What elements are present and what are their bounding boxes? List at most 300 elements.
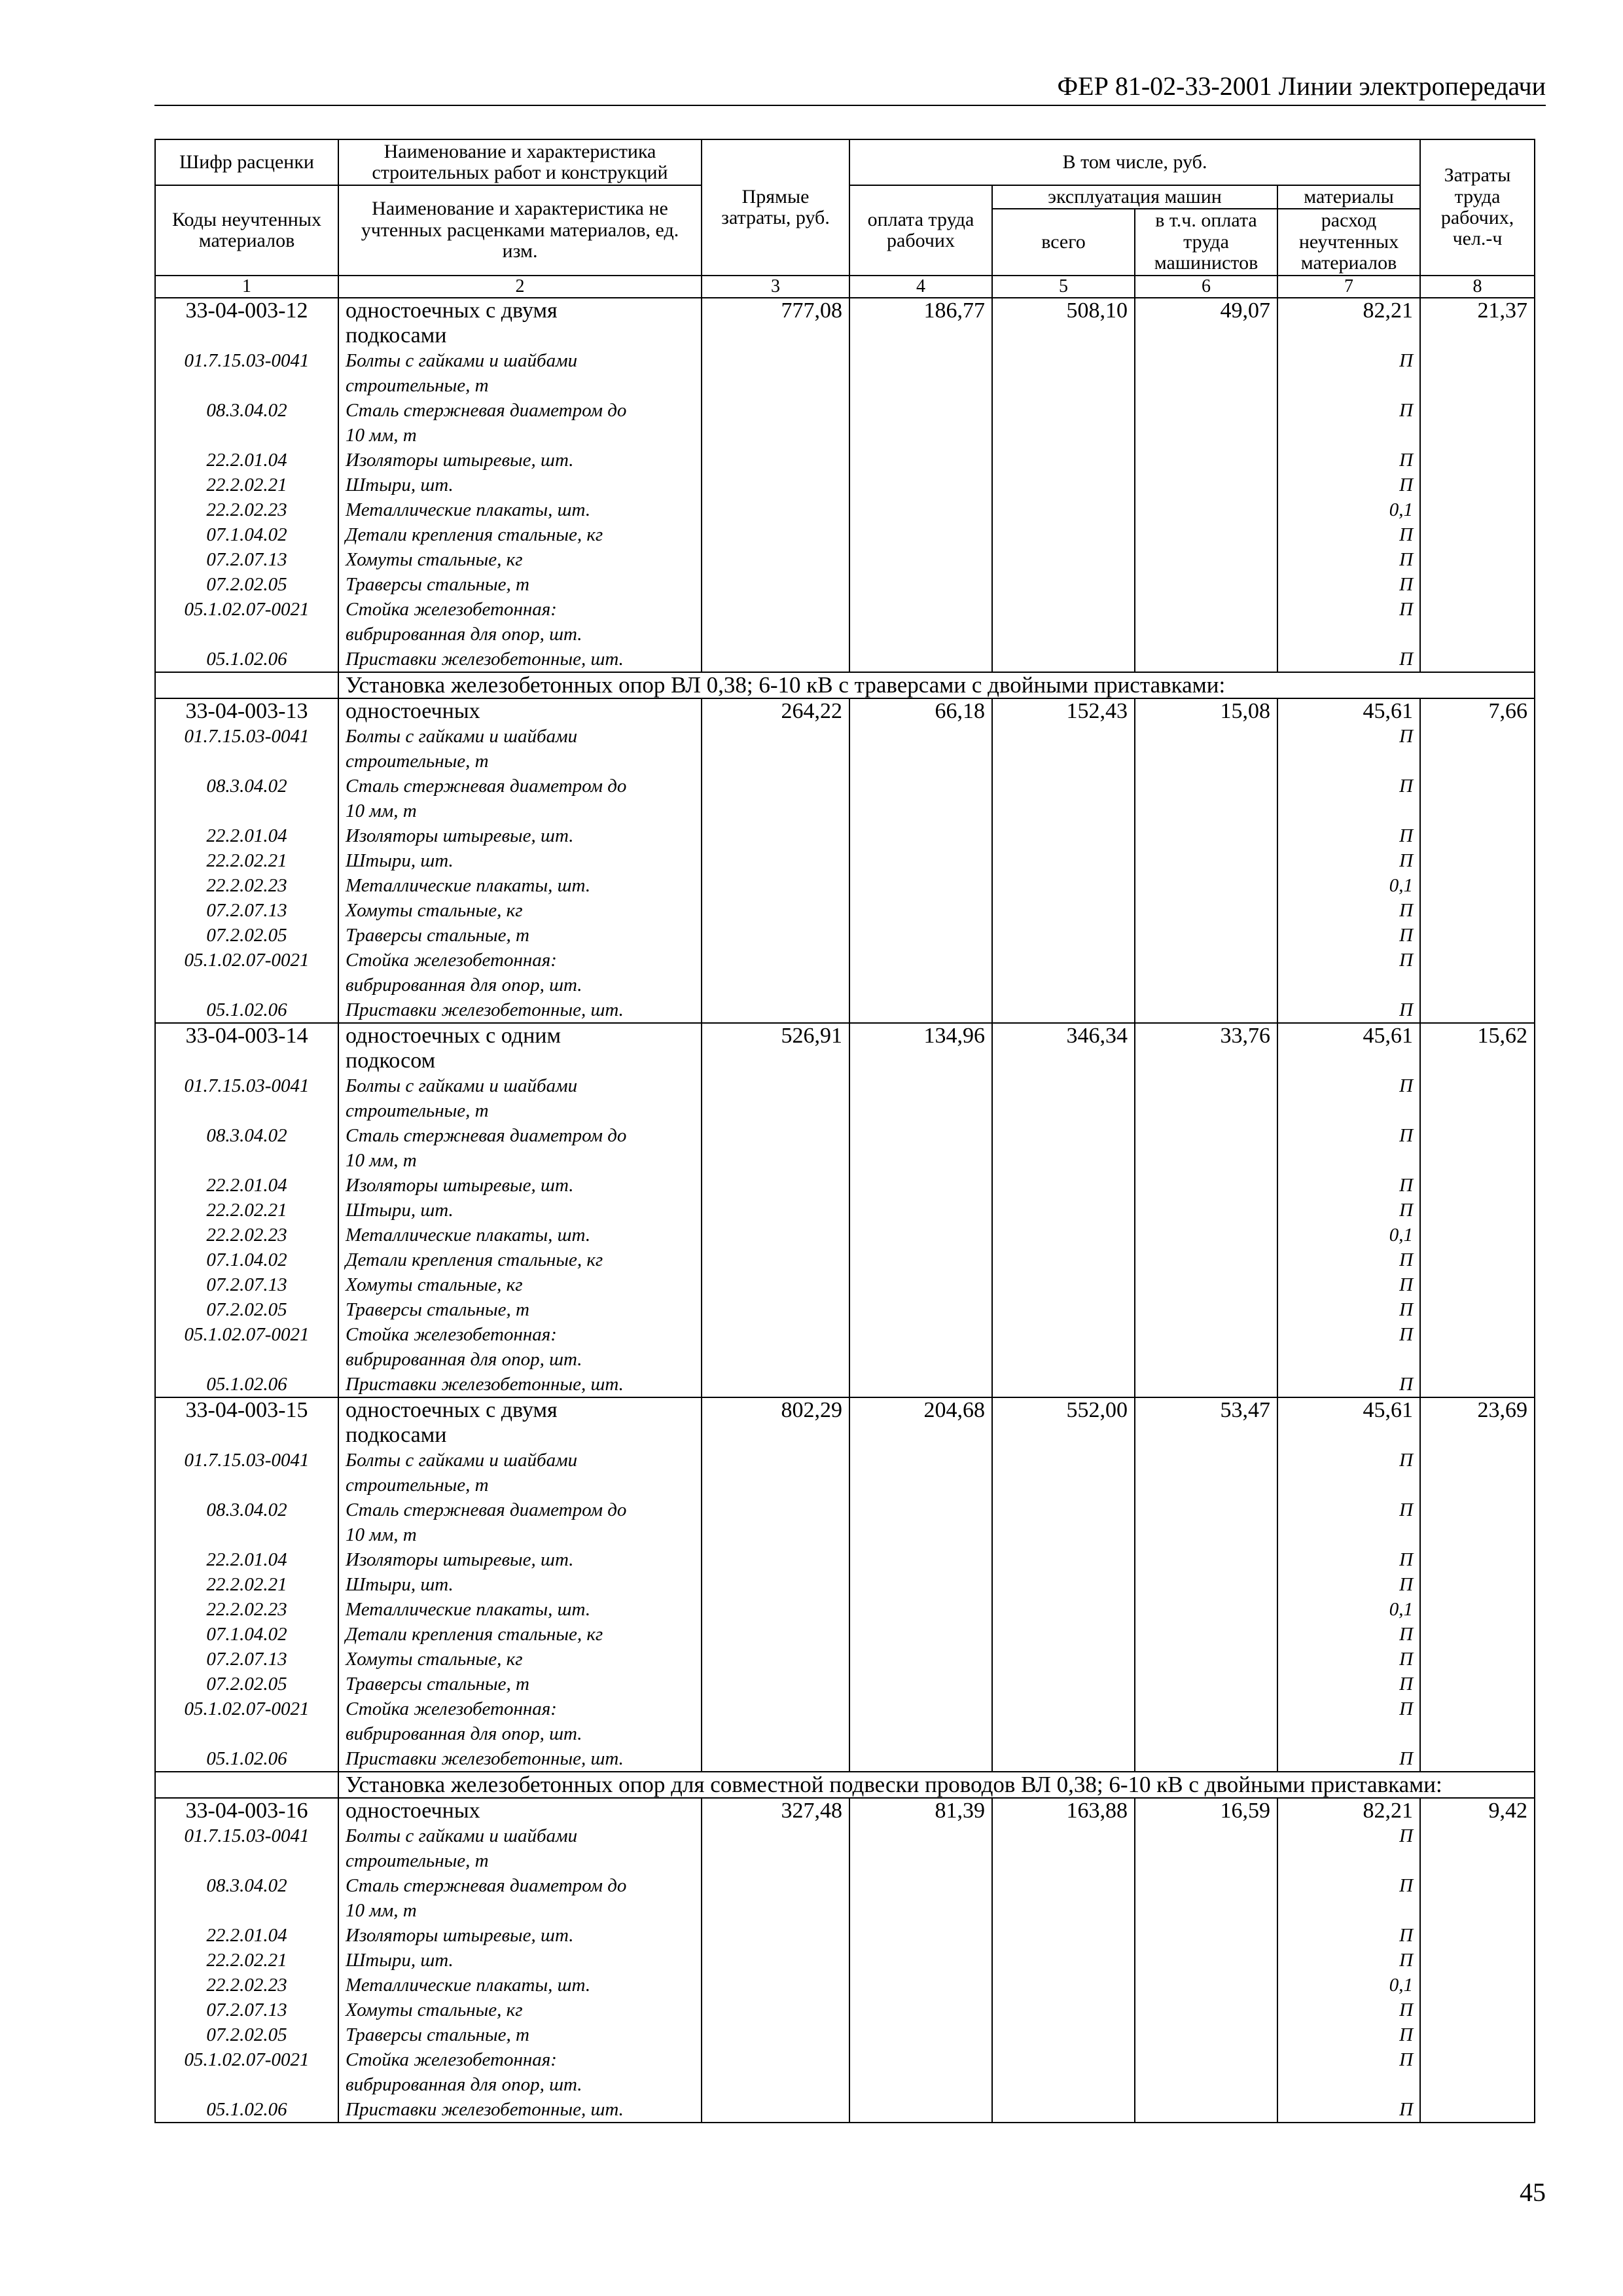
column-number: 6	[1135, 276, 1277, 298]
material-consumption	[1277, 1347, 1420, 1372]
material-code: 07.2.02.05	[155, 2022, 338, 2047]
empty-cell	[849, 398, 992, 423]
header-labor-cost: оплата труда рабочих	[849, 185, 992, 276]
material-code: 22.2.02.21	[155, 1948, 338, 1973]
material-code: 07.2.02.05	[155, 572, 338, 597]
labor-hours-value: 23,69	[1420, 1397, 1535, 1423]
material-row	[155, 774, 1535, 798]
empty-cell	[1277, 323, 1420, 348]
empty-cell	[992, 1297, 1135, 1322]
empty-cell	[1420, 1173, 1535, 1198]
material-code: 22.2.02.23	[155, 1223, 338, 1247]
material-consumption: П	[1277, 823, 1420, 848]
empty-cell	[1135, 597, 1277, 622]
empty-cell	[849, 1123, 992, 1148]
header-material-codes: Коды неучтенных материалов	[155, 185, 338, 276]
empty-cell	[702, 1223, 849, 1247]
empty-cell	[849, 1948, 992, 1973]
empty-cell	[702, 1073, 849, 1098]
empty-cell	[849, 2072, 992, 2097]
empty-cell	[849, 923, 992, 948]
empty-cell	[849, 323, 992, 348]
material-name: Сталь стержневая диаметром до	[338, 398, 702, 423]
empty-cell	[702, 724, 849, 749]
empty-cell	[702, 1823, 849, 1848]
empty-cell	[1420, 497, 1535, 522]
material-row	[155, 473, 1535, 497]
material-code: 22.2.01.04	[155, 1923, 338, 1948]
header-column-numbers	[155, 276, 1535, 298]
empty-cell	[1420, 1347, 1535, 1372]
material-code	[155, 622, 338, 647]
labor-hours-value: 9,42	[1420, 1798, 1535, 1823]
empty-cell	[992, 1522, 1135, 1547]
material-consumption: П	[1277, 1498, 1420, 1522]
rate-name: одностоечных	[338, 1798, 702, 1823]
material-name: строительные, т	[338, 749, 702, 774]
material-name: Хомуты стальные, кг	[338, 898, 702, 923]
empty-cell	[702, 647, 849, 672]
material-code: 22.2.01.04	[155, 823, 338, 848]
material-row	[155, 1547, 1535, 1572]
material-name: Болты с гайками и шайбами	[338, 724, 702, 749]
labor-hours-value: 21,37	[1420, 298, 1535, 323]
empty-cell	[849, 1372, 992, 1397]
empty-cell	[849, 1746, 992, 1772]
material-code: 05.1.02.07-0021	[155, 948, 338, 973]
material-code: 05.1.02.07-0021	[155, 1696, 338, 1721]
material-consumption	[1277, 1848, 1420, 1873]
material-code	[155, 1347, 338, 1372]
empty-cell	[1420, 2022, 1535, 2047]
machines-total-value: 152,43	[992, 698, 1135, 724]
material-name: Хомуты стальные, кг	[338, 547, 702, 572]
empty-cell	[702, 923, 849, 948]
empty-cell	[1135, 1973, 1277, 1998]
material-name: Приставки железобетонные, шт.	[338, 2097, 702, 2123]
empty-cell	[702, 373, 849, 398]
empty-cell	[849, 1272, 992, 1297]
material-name: Штыри, шт.	[338, 1948, 702, 1973]
direct-costs-value: 802,29	[702, 1397, 849, 1423]
empty-cell	[1135, 323, 1277, 348]
material-consumption: П	[1277, 1073, 1420, 1098]
machines-labor-value: 16,59	[1135, 1798, 1277, 1823]
materials-value: 45,61	[1277, 1023, 1420, 1049]
empty-cell	[1420, 572, 1535, 597]
material-code: 22.2.02.23	[155, 1973, 338, 1998]
empty-cell	[849, 1672, 992, 1696]
labor-cost-value: 81,39	[849, 1798, 992, 1823]
empty-cell	[1420, 647, 1535, 672]
empty-cell	[702, 2047, 849, 2072]
empty-cell	[992, 497, 1135, 522]
header-shifr: Шифр расценки	[155, 139, 338, 185]
labor-cost-value: 134,96	[849, 1023, 992, 1049]
empty-cell	[702, 1247, 849, 1272]
empty-cell	[1135, 1873, 1277, 1898]
material-row	[155, 1473, 1535, 1498]
empty-cell	[992, 898, 1135, 923]
empty-cell	[1135, 898, 1277, 923]
header-machines-total: всего	[992, 209, 1135, 276]
empty-cell	[1135, 1572, 1277, 1597]
empty-cell	[1420, 1547, 1535, 1572]
material-code: 05.1.02.06	[155, 997, 338, 1023]
empty-cell	[1135, 1473, 1277, 1498]
material-name: строительные, т	[338, 373, 702, 398]
material-row	[155, 948, 1535, 973]
empty-cell	[849, 1848, 992, 1873]
empty-cell	[1420, 1998, 1535, 2022]
empty-cell	[1420, 997, 1535, 1023]
empty-cell	[1135, 1049, 1277, 1073]
empty-cell	[849, 749, 992, 774]
empty-cell	[1420, 1049, 1535, 1073]
empty-cell	[1420, 2047, 1535, 2072]
empty-cell	[1135, 1948, 1277, 1973]
column-number: 5	[992, 276, 1135, 298]
empty-cell	[1420, 1848, 1535, 1873]
empty-cell	[702, 1372, 849, 1397]
material-name: Изоляторы штыревые, шт.	[338, 823, 702, 848]
material-consumption: П	[1277, 1622, 1420, 1647]
material-row	[155, 1297, 1535, 1322]
rate-name: подкосами	[338, 323, 702, 348]
material-code	[155, 1721, 338, 1746]
material-consumption: П	[1277, 997, 1420, 1023]
material-consumption: П	[1277, 898, 1420, 923]
empty-cell	[1420, 873, 1535, 898]
empty-cell	[1420, 1622, 1535, 1647]
empty-cell	[1420, 473, 1535, 497]
material-code	[155, 423, 338, 448]
material-row	[155, 1898, 1535, 1923]
empty-cell	[1135, 647, 1277, 672]
machines-total-value: 163,88	[992, 1798, 1135, 1823]
material-row	[155, 1198, 1535, 1223]
empty-cell	[1135, 823, 1277, 848]
rate-row	[155, 698, 1535, 724]
material-row	[155, 1223, 1535, 1247]
material-name: Стойка железобетонная:	[338, 597, 702, 622]
empty-cell	[849, 522, 992, 547]
material-code: 22.2.02.21	[155, 1198, 338, 1223]
empty-cell	[1420, 1223, 1535, 1247]
empty-cell	[849, 572, 992, 597]
material-code: 05.1.02.06	[155, 2097, 338, 2123]
material-row	[155, 1948, 1535, 1973]
empty-cell	[1135, 1898, 1277, 1923]
material-code: 22.2.02.21	[155, 848, 338, 873]
empty-cell	[1135, 1998, 1277, 2022]
empty-cell	[992, 348, 1135, 373]
material-row	[155, 1347, 1535, 1372]
material-consumption: П	[1277, 1173, 1420, 1198]
empty-cell	[1135, 547, 1277, 572]
material-row	[155, 724, 1535, 749]
material-row	[155, 1721, 1535, 1746]
empty-cell	[1135, 1148, 1277, 1173]
material-row	[155, 1322, 1535, 1347]
empty-cell	[992, 1123, 1135, 1148]
rate-name: подкосами	[338, 1423, 702, 1448]
empty-cell	[702, 2097, 849, 2123]
material-row	[155, 1448, 1535, 1473]
empty-cell	[1420, 1746, 1535, 1772]
material-code: 07.1.04.02	[155, 522, 338, 547]
empty-cell	[1135, 473, 1277, 497]
empty-cell	[992, 973, 1135, 997]
material-name: Металлические плакаты, шт.	[338, 873, 702, 898]
empty-cell	[1420, 1873, 1535, 1898]
material-consumption	[1277, 2072, 1420, 2097]
material-consumption	[1277, 1148, 1420, 1173]
empty-cell	[1420, 2072, 1535, 2097]
empty-cell	[992, 1498, 1135, 1522]
page-number: 45	[1520, 2178, 1546, 2207]
empty-cell	[849, 448, 992, 473]
material-name: Приставки железобетонные, шт.	[338, 1372, 702, 1397]
material-consumption: П	[1277, 1322, 1420, 1347]
empty-cell	[1135, 1423, 1277, 1448]
empty-cell	[849, 774, 992, 798]
material-consumption: П	[1277, 647, 1420, 672]
empty-cell	[849, 2022, 992, 2047]
empty-cell	[849, 1597, 992, 1622]
material-code: 05.1.02.07-0021	[155, 1322, 338, 1347]
material-row	[155, 1998, 1535, 2022]
empty-cell	[702, 1746, 849, 1772]
material-row	[155, 398, 1535, 423]
empty-cell	[702, 774, 849, 798]
empty-cell	[1135, 1123, 1277, 1148]
material-consumption: П	[1277, 2097, 1420, 2123]
rate-name: одностоечных с двумя	[338, 298, 702, 323]
material-row	[155, 1272, 1535, 1297]
empty-cell	[1420, 774, 1535, 798]
material-row	[155, 1696, 1535, 1721]
material-code: 05.1.02.07-0021	[155, 597, 338, 622]
empty-cell	[992, 1049, 1135, 1073]
material-row	[155, 1848, 1535, 1873]
empty-cell	[1135, 1247, 1277, 1272]
material-row	[155, 1873, 1535, 1898]
empty-cell	[702, 1198, 849, 1223]
labor-cost-value: 186,77	[849, 298, 992, 323]
material-code	[155, 798, 338, 823]
material-code: 01.7.15.03-0041	[155, 1073, 338, 1098]
empty-cell	[1135, 1522, 1277, 1547]
material-row	[155, 423, 1535, 448]
material-name: Траверсы стальные, т	[338, 1297, 702, 1322]
empty-cell	[992, 1721, 1135, 1746]
empty-cell	[849, 798, 992, 823]
column-number: 3	[702, 276, 849, 298]
material-row	[155, 2022, 1535, 2047]
empty-cell	[992, 997, 1135, 1023]
rate-name-continuation-row	[155, 323, 1535, 348]
empty-cell	[1420, 973, 1535, 997]
machines-labor-value: 33,76	[1135, 1023, 1277, 1049]
empty-cell	[849, 1247, 992, 1272]
material-row	[155, 1572, 1535, 1597]
empty-cell	[1420, 1973, 1535, 1998]
empty-cell	[849, 2097, 992, 2123]
machines-labor-value: 49,07	[1135, 298, 1277, 323]
empty-cell	[992, 823, 1135, 848]
empty-cell	[992, 1347, 1135, 1372]
empty-cell	[702, 2022, 849, 2047]
material-name: Металлические плакаты, шт.	[338, 1597, 702, 1622]
material-row	[155, 1923, 1535, 1948]
empty-cell	[1420, 1823, 1535, 1848]
empty-cell	[1420, 1672, 1535, 1696]
material-code: 22.2.01.04	[155, 1173, 338, 1198]
empty-cell	[849, 1173, 992, 1198]
empty-cell	[1135, 1073, 1277, 1098]
empty-cell	[1420, 1247, 1535, 1272]
empty-cell	[992, 749, 1135, 774]
material-code	[155, 373, 338, 398]
empty-cell	[849, 848, 992, 873]
header-materials: материалы	[1277, 185, 1420, 209]
material-row	[155, 1522, 1535, 1547]
empty-cell	[1420, 323, 1535, 348]
material-row	[155, 1098, 1535, 1123]
empty-cell	[702, 1696, 849, 1721]
empty-cell	[1135, 1498, 1277, 1522]
material-consumption	[1277, 1721, 1420, 1746]
empty-cell	[992, 448, 1135, 473]
empty-cell	[1420, 398, 1535, 423]
empty-cell	[1420, 948, 1535, 973]
material-code: 07.2.07.13	[155, 1272, 338, 1297]
material-consumption: 0,1	[1277, 1223, 1420, 1247]
empty-cell	[992, 948, 1135, 973]
material-row	[155, 597, 1535, 622]
machines-total-value: 346,34	[992, 1023, 1135, 1049]
empty-cell	[992, 2022, 1135, 2047]
material-code: 22.2.01.04	[155, 1547, 338, 1572]
empty-cell	[1135, 373, 1277, 398]
empty-cell	[702, 1721, 849, 1746]
empty-cell	[992, 1073, 1135, 1098]
material-row	[155, 898, 1535, 923]
section-title: Установка железобетонных опор ВЛ 0,38; 6-10 кВ с траверсами с двойными приставками:	[338, 672, 1535, 698]
empty-cell	[1135, 2072, 1277, 2097]
empty-cell	[702, 1473, 849, 1498]
material-row	[155, 1247, 1535, 1272]
empty-cell	[992, 473, 1135, 497]
material-consumption	[1277, 1473, 1420, 1498]
material-consumption	[1277, 1098, 1420, 1123]
material-name: Сталь стержневая диаметром до	[338, 774, 702, 798]
material-consumption: П	[1277, 1948, 1420, 1973]
empty-cell	[849, 873, 992, 898]
empty-cell	[992, 1948, 1135, 1973]
empty-cell	[1135, 1848, 1277, 1873]
materials-value: 45,61	[1277, 1397, 1420, 1423]
material-code	[155, 2072, 338, 2097]
material-row	[155, 997, 1535, 1023]
empty-cell	[1135, 1272, 1277, 1297]
empty-cell	[992, 572, 1135, 597]
material-row	[155, 348, 1535, 373]
material-name: Приставки железобетонные, шт.	[338, 1746, 702, 1772]
header-direct-costs: Прямые затраты, руб.	[702, 139, 849, 276]
empty-cell	[849, 1322, 992, 1347]
empty-cell	[1135, 522, 1277, 547]
empty-cell	[992, 798, 1135, 823]
empty-cell	[992, 1998, 1135, 2022]
material-name: Болты с гайками и шайбами	[338, 348, 702, 373]
labor-hours-value: 7,66	[1420, 698, 1535, 724]
empty-cell	[849, 1873, 992, 1898]
empty-cell	[849, 823, 992, 848]
empty-cell	[849, 1473, 992, 1498]
material-code	[155, 1848, 338, 1873]
empty-cell	[1420, 547, 1535, 572]
material-name: Штыри, шт.	[338, 473, 702, 497]
empty-cell	[1135, 1923, 1277, 1948]
empty-cell	[1135, 873, 1277, 898]
empty-cell	[702, 1297, 849, 1322]
empty-cell	[1420, 448, 1535, 473]
empty-cell	[702, 1672, 849, 1696]
empty-cell	[1135, 423, 1277, 448]
empty-cell	[1135, 1823, 1277, 1848]
material-code: 08.3.04.02	[155, 398, 338, 423]
empty-cell	[702, 1622, 849, 1647]
empty-cell	[849, 1347, 992, 1372]
material-code: 07.2.07.13	[155, 1998, 338, 2022]
empty-cell	[992, 724, 1135, 749]
empty-cell	[992, 647, 1135, 672]
empty-cell	[702, 1848, 849, 1873]
empty-cell	[702, 522, 849, 547]
material-consumption: П	[1277, 1696, 1420, 1721]
empty-cell	[1420, 1597, 1535, 1622]
material-code: 07.2.07.13	[155, 898, 338, 923]
empty-cell	[702, 1347, 849, 1372]
empty-cell	[702, 547, 849, 572]
empty-cell	[849, 1923, 992, 1948]
empty-cell	[992, 1547, 1135, 1572]
empty-cell	[1135, 1672, 1277, 1696]
empty-cell	[702, 1272, 849, 1297]
material-code	[155, 749, 338, 774]
empty-cell	[992, 1173, 1135, 1198]
material-row	[155, 572, 1535, 597]
material-name: строительные, т	[338, 1098, 702, 1123]
empty-cell	[1135, 1721, 1277, 1746]
empty-cell	[849, 1998, 992, 2022]
material-row	[155, 1647, 1535, 1672]
table-header	[155, 139, 1535, 298]
empty-cell	[1420, 724, 1535, 749]
material-name: Детали крепления стальные, кг	[338, 1622, 702, 1647]
material-consumption: П	[1277, 1297, 1420, 1322]
materials-value: 82,21	[1277, 298, 1420, 323]
empty-cell	[992, 1448, 1135, 1473]
empty-cell	[1420, 1372, 1535, 1397]
empty-cell	[1135, 749, 1277, 774]
materials-value: 82,21	[1277, 1798, 1420, 1823]
material-consumption: П	[1277, 522, 1420, 547]
material-code	[155, 1098, 338, 1123]
material-code: 01.7.15.03-0041	[155, 348, 338, 373]
